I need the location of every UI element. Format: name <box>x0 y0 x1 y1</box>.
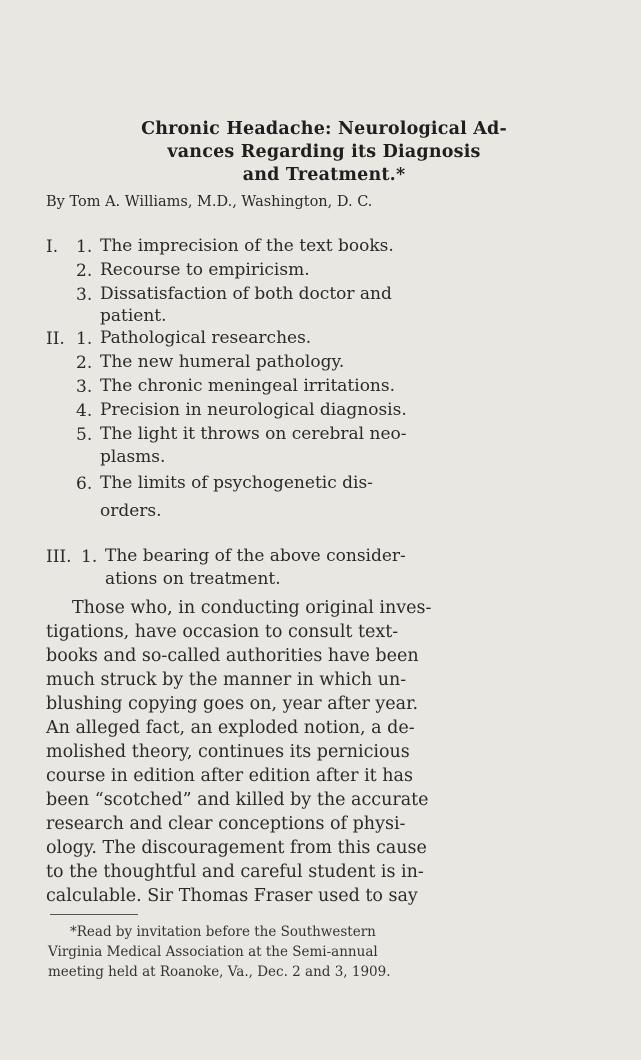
outline-line: The bearing of the above consider- <box>105 546 406 566</box>
outline-line: The new humeral pathology. <box>100 352 345 372</box>
paragraph-line: ology. The discouragement from this cause <box>46 838 427 858</box>
title-line: Chronic Headache: Neurological Ad- <box>141 119 507 139</box>
paragraph-line: to the thoughtful and careful student is in- <box>46 862 424 882</box>
paragraph-line: An alleged fact, an exploded notion, a de- <box>46 718 415 738</box>
outline-number: 4. <box>76 401 93 421</box>
footnote-line: Virginia Medical Association at the Semi-annual <box>48 944 378 960</box>
paragraph-line: course in edition after edition after it has <box>46 766 413 786</box>
outline-line: Dissatisfaction of both doctor and <box>100 284 392 304</box>
paragraph-line: Those who, in conducting original inves- <box>72 598 432 618</box>
title-line: vances Regarding its Diagnosis <box>167 142 481 162</box>
paragraph-line: research and clear conceptions of physi- <box>46 814 406 834</box>
outline-number: 2. <box>76 353 93 373</box>
article-title <box>44 118 604 187</box>
footnote-divider <box>50 914 138 915</box>
title-line: and Treatment.* <box>242 165 406 185</box>
outline-number: 1. <box>76 329 93 349</box>
outline-line: ations on treatment. <box>105 569 281 589</box>
outline-line: The chronic meningeal irritations. <box>100 376 396 396</box>
paragraph-line: molished theory, continues its pernicious <box>46 742 410 762</box>
outline-line: orders. <box>100 501 162 521</box>
outline-number: 2. <box>76 261 93 281</box>
outline-number: 3. <box>76 285 93 305</box>
outline-line: The limits of psychogenetic dis- <box>100 473 373 493</box>
outline-number: 1. <box>76 237 93 257</box>
outline-number: 5. <box>76 425 93 445</box>
section-numeral: III. <box>46 547 72 567</box>
section-numeral: II. <box>46 329 65 349</box>
outline-line: plasms. <box>100 447 166 467</box>
outline-number: 1. <box>81 547 98 567</box>
outline-line: The imprecision of the text books. <box>100 236 394 256</box>
paragraph-line: been “scotched” and killed by the accurate <box>46 790 429 810</box>
paragraph-line: tigations, have occasion to consult text- <box>46 622 399 642</box>
footnote-line: meeting held at Roanoke, Va., Dec. 2 and 3, 1909. <box>48 964 391 980</box>
outline-line: patient. <box>100 306 167 326</box>
outline-number: 6. <box>76 474 93 494</box>
outline-line: Recourse to empiricism. <box>100 260 310 280</box>
outline-line: The light it throws on cerebral neo- <box>100 424 407 444</box>
outline-line: Pathological researches. <box>100 328 312 348</box>
paragraph-line: much struck by the manner in which un- <box>46 670 407 690</box>
footnote-line: *Read by invitation before the Southwestern <box>70 924 376 940</box>
paragraph-line: books and so-called authorities have been <box>46 646 419 666</box>
outline-number: 3. <box>76 377 93 397</box>
paragraph-line: calculable. Sir Thomas Fraser used to say <box>46 886 418 906</box>
paragraph-line: blushing copying goes on, year after year. <box>46 694 419 714</box>
author-byline: By Tom A. Williams, M.D., Washington, D. C. <box>46 194 373 210</box>
outline-line: Precision in neurological diagnosis. <box>100 400 407 420</box>
section-numeral: I. <box>46 237 59 257</box>
